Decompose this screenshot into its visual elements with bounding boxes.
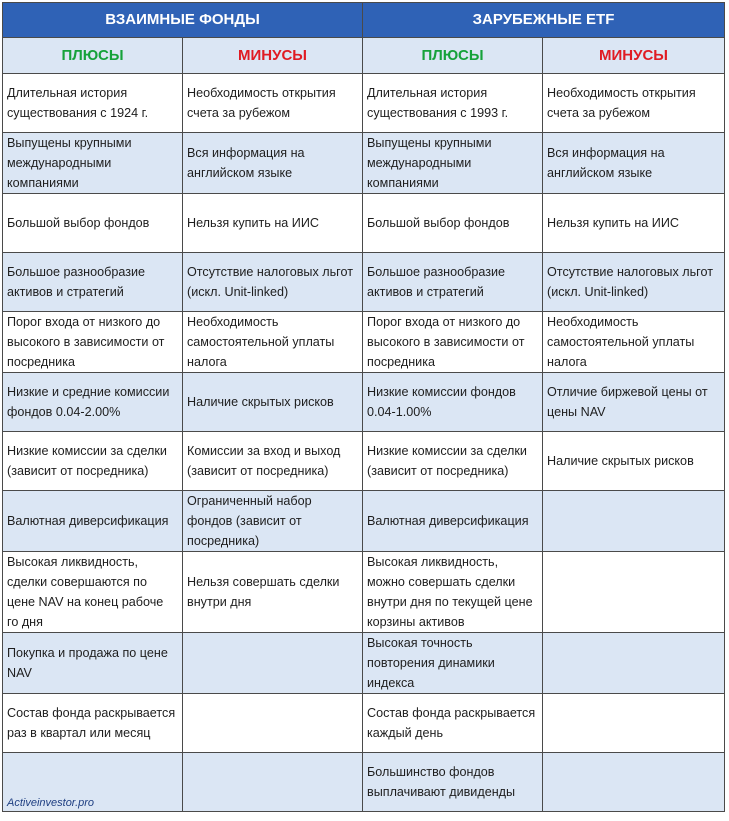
etf-con-cell: Необходимость открытия счета за рубежом: [543, 74, 725, 133]
etf-cons-header: МИНУСЫ: [543, 38, 725, 74]
etf-pro-cell: Состав фонда раскрывается каждый день: [363, 694, 543, 753]
watermark: Activeinvestor.pro: [7, 797, 95, 809]
etf-pro-cell: Порог входа от низкого до высокого в зависимости от посредника: [363, 312, 543, 373]
etf-pro-cell: Длительная история существования с 1993 г.: [363, 74, 543, 133]
mutual-funds-pro-cell: Длительная история существования с 1924 г.: [3, 74, 183, 133]
table-row: [3, 312, 725, 373]
table-row: [3, 552, 725, 633]
foreign-etf-header: ЗАРУБЕЖНЫЕ ETF: [363, 3, 725, 38]
etf-pro-cell: Валютная диверсификация: [363, 491, 543, 552]
table-row: [3, 753, 725, 812]
mutual-funds-con-cell: [183, 633, 363, 694]
etf-con-cell: [543, 491, 725, 552]
mutual-funds-pro-cell: Выпущены крупными международными компаниями: [3, 133, 183, 194]
etf-pro-cell: Низкие комиссии фондов 0.04-1.00%: [363, 373, 543, 432]
etf-pro-cell: Большинство фондов выплачивают дивиденды: [363, 753, 543, 812]
etf-con-cell: [543, 753, 725, 812]
table-row: [3, 74, 725, 133]
etf-con-cell: [543, 552, 725, 633]
mutual-funds-con-cell: Отсутствие налоговых льгот (искл. Unit-linked): [183, 253, 363, 312]
table-body: [3, 74, 725, 812]
etf-con-cell: Отсутствие налоговых льгот (искл. Unit-linked): [543, 253, 725, 312]
mutual-funds-pro-cell: Порог входа от низкого до высокого в зависимости от посредника: [3, 312, 183, 373]
mutual-funds-pro-cell: Низкие комиссии за сделки (зависит от посредника): [3, 432, 183, 491]
mutual-funds-pro-cell: Большой выбор фондов: [3, 194, 183, 253]
etf-pro-cell: Низкие комиссии за сделки (зависит от посредника): [363, 432, 543, 491]
mutual-funds-pro-cell: Состав фонда раскрывается раз в квартал или месяц: [3, 694, 183, 753]
comparison-table: [2, 2, 725, 812]
etf-pro-cell: Большое разнообразие активов и стратегий: [363, 253, 543, 312]
mutual-funds-pro-cell: Высокая ликвидность, сделки совершаются по цене NAV на конец рабоче го дня: [3, 552, 183, 633]
mutual-funds-header: ВЗАИМНЫЕ ФОНДЫ: [3, 3, 363, 38]
etf-pro-cell: Высокая ликвидность, можно совершать сделки внутри дня по текущей цене корзины активов: [363, 552, 543, 633]
mutual-funds-con-cell: [183, 694, 363, 753]
mutual-funds-pro-cell: Большое разнообразие активов и стратегий: [3, 253, 183, 312]
etf-con-cell: Наличие скрытых рисков: [543, 432, 725, 491]
mutual-funds-pro-cell: Валютная диверсификация: [3, 491, 183, 552]
mutual-funds-con-cell: Нельзя купить на ИИС: [183, 194, 363, 253]
mutual-funds-con-cell: Необходимость самостоятельной уплаты налога: [183, 312, 363, 373]
mutual-funds-con-cell: Комиссии за вход и выход (зависит от посредника): [183, 432, 363, 491]
etf-con-cell: Необходимость самостоятельной уплаты налога: [543, 312, 725, 373]
mutual-funds-cons-header: МИНУСЫ: [183, 38, 363, 74]
etf-pro-cell: Высокая точность повторения динамики индекса: [363, 633, 543, 694]
header-row: [3, 3, 725, 38]
etf-con-cell: Вся информация на английском языке: [543, 133, 725, 194]
etf-pro-cell: Большой выбор фондов: [363, 194, 543, 253]
etf-con-cell: [543, 694, 725, 753]
etf-con-cell: Отличие биржевой цены от цены NAV: [543, 373, 725, 432]
mutual-funds-con-cell: [183, 753, 363, 812]
mutual-funds-con-cell: Вся информация на английском языке: [183, 133, 363, 194]
etf-con-cell: [543, 633, 725, 694]
etf-pro-cell: Выпущены крупными международными компаниями: [363, 133, 543, 194]
table-row: [3, 194, 725, 253]
table-row: [3, 432, 725, 491]
table-row: [3, 133, 725, 194]
table-row: [3, 633, 725, 694]
table-row: [3, 694, 725, 753]
mutual-funds-pros-header: ПЛЮСЫ: [3, 38, 183, 74]
etf-pros-header: ПЛЮСЫ: [363, 38, 543, 74]
mutual-funds-con-cell: Наличие скрытых рисков: [183, 373, 363, 432]
mutual-funds-con-cell: Ограниченный набор фондов (зависит от посредника): [183, 491, 363, 552]
table-row: [3, 373, 725, 432]
subheader-row: [3, 38, 725, 74]
mutual-funds-con-cell: Нельзя совершать сделки внутри дня: [183, 552, 363, 633]
mutual-funds-pro-cell: Низкие и средние комиссии фондов 0.04-2.00%: [3, 373, 183, 432]
mutual-funds-pro-cell: Покупка и продажа по цене NAV: [3, 633, 183, 694]
etf-con-cell: Нельзя купить на ИИС: [543, 194, 725, 253]
mutual-funds-con-cell: Необходимость открытия счета за рубежом: [183, 74, 363, 133]
table-row: [3, 491, 725, 552]
table-row: [3, 253, 725, 312]
